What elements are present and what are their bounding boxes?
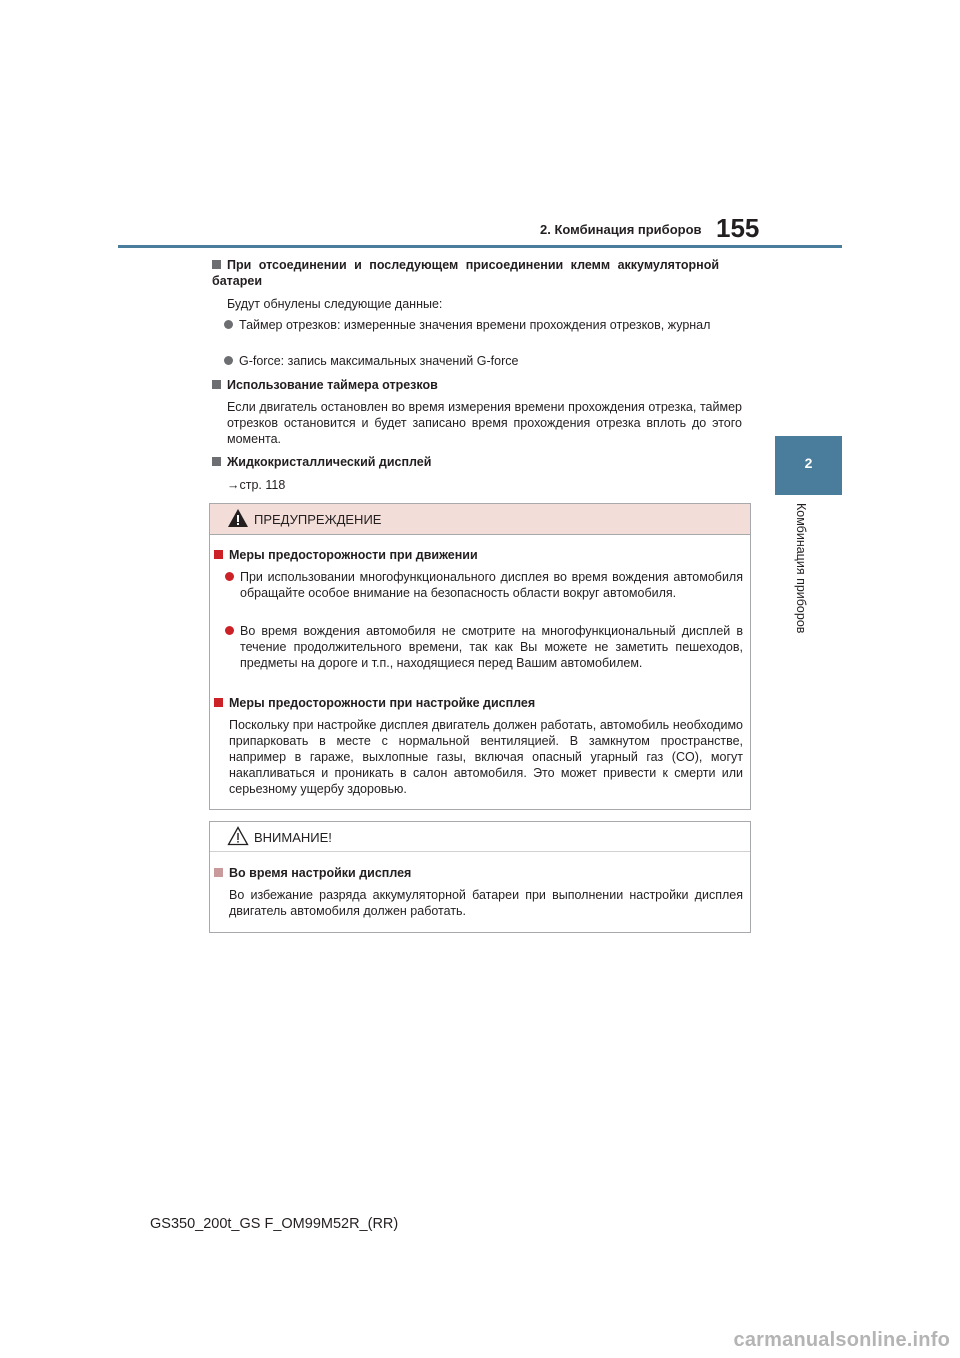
red-bullet-dot-icon	[225, 572, 234, 581]
list-item-text: Таймер отрезков: измеренные значения времени прохождения отрезков, журнал	[239, 318, 711, 332]
notice-heading-text: Во время настройки дисплея	[229, 866, 412, 880]
section-heading-lcd	[212, 454, 742, 470]
battery-intro: Будут обнулены следующие данные:	[227, 297, 443, 311]
document-code: GS350_200t_GS F_OM99M52R_(RR)	[150, 1216, 399, 1232]
warning-heading-text: Меры предосторожности при движении	[229, 548, 478, 562]
warning-paragraph: Поскольку при настройке дисплея двигатель должен работать, автомобиль необходимо припарковать в месте с нормальной вентиляцией. В замкнутом пространстве, например в гараже, выхлопные газы, включая опасный угарный газ (CO), могут накапливаться и проникать в салон автомобиля. Это может привести к смерти или серьезному ущербу здоровью.	[229, 718, 743, 796]
section-heading-text: При отсоединении и последующем присоединении клемм аккумуляторной батареи	[212, 258, 720, 288]
red-bullet-dot-icon	[225, 626, 234, 635]
gray-square-icon	[212, 457, 221, 466]
warning-header	[210, 504, 750, 535]
bullet-dot-icon	[224, 320, 233, 329]
section-heading-battery	[212, 257, 742, 289]
notice-paragraph: Во избежание разряда аккумуляторной батареи при выполнении настройки дисплея двигатель автомобиля должен работать.	[229, 888, 743, 918]
chapter-number: 2	[804, 455, 813, 471]
warning-triangle-icon	[227, 508, 249, 528]
section-heading-lap-timer	[212, 377, 742, 393]
page-reference-link[interactable]: →стр. 118	[227, 478, 286, 492]
red-square-icon	[214, 698, 223, 707]
list-item	[225, 569, 743, 617]
lap-timer-text: Если двигатель остановлен во время измерения времени прохождения отрезка, таймер отрезков остановится и будет записано время прохождения отрезка вплоть до этого момента.	[227, 400, 742, 446]
warning-heading-driving	[214, 547, 742, 563]
bullet-dot-icon	[224, 356, 233, 365]
caution-triangle-icon	[227, 826, 249, 846]
section-heading-text: Использование таймера отрезков	[227, 378, 438, 392]
list-item-text: При использовании многофункционального дисплея во время вождения автомобиля обращайте особое внимание на безопасность области вокруг автомобиля.	[240, 570, 743, 600]
watermark: carmanualsonline.info	[733, 1329, 950, 1351]
notice-box	[209, 821, 751, 933]
pink-square-icon	[214, 868, 223, 877]
list-item	[224, 317, 742, 349]
chapter-tab	[775, 436, 842, 495]
page-number: 155	[716, 213, 760, 243]
header-rule	[118, 245, 842, 248]
notice-heading	[214, 865, 742, 881]
list-item-text: G-force: запись максимальных значений G-force	[239, 354, 519, 368]
warning-heading-display-setup	[214, 695, 742, 711]
gray-square-icon	[212, 380, 221, 389]
list-item	[225, 623, 743, 687]
list-item	[224, 353, 742, 369]
warning-title: ПРЕДУПРЕЖДЕНИЕ	[254, 512, 382, 527]
red-square-icon	[214, 550, 223, 559]
chapter-side-title: Комбинация приборов	[794, 503, 808, 634]
notice-header	[210, 822, 750, 852]
section-title: 2. Комбинация приборов	[540, 222, 702, 237]
warning-box	[209, 503, 751, 810]
list-item-text: Во время вождения автомобиля не смотрите на многофункциональный дисплей в течение продолжительного времени, так как Вы можете не заметить пешеходов, предметы на дороге и т.п., находящиеся перед Вашим автомобилем.	[240, 624, 743, 670]
gray-square-icon	[212, 260, 221, 269]
section-heading-text: Жидкокристаллический дисплей	[227, 455, 432, 469]
notice-title: ВНИМАНИЕ!	[254, 830, 332, 845]
warning-heading-text: Меры предосторожности при настройке дисплея	[229, 696, 536, 710]
